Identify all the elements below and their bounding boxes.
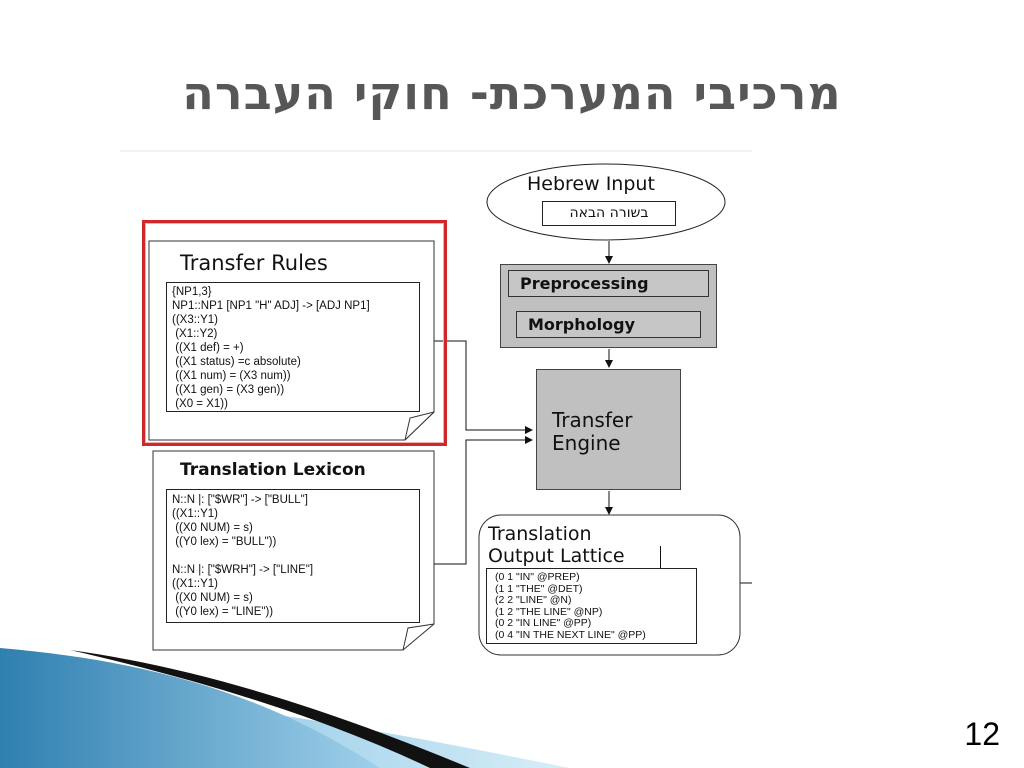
transfer-rule-line: ((X1 status) =c absolute)	[172, 356, 301, 368]
slide-number: 12	[964, 716, 1000, 752]
translation-lexicon-heading: Translation Lexicon	[180, 460, 366, 480]
morphology-box	[516, 311, 701, 338]
preprocessing-label: Preprocessing	[520, 274, 649, 293]
transfer-rule-line: {NP1,3}	[172, 286, 212, 298]
lattice-line: (0 4 "IN THE NEXT LINE" @PP)	[495, 628, 646, 641]
transfer-rules-heading: Transfer Rules	[180, 251, 328, 275]
transfer-rule-line: ((X1 def) = +)	[172, 342, 244, 354]
output-lattice-line2: Output Lattice	[488, 545, 625, 567]
transfer-rule-line: ((X1 num) = (X3 num))	[172, 370, 291, 382]
lattice-line: (0 1 "IN" @PREP)	[495, 571, 580, 583]
lattice-line: (1 1 "THE" @DET)	[495, 582, 583, 595]
lattice-line: (2 2 "LINE" @N)	[495, 594, 572, 606]
lexicon-line: N::N |: ["$WR"] -> ["BULL"]	[172, 494, 308, 506]
lexicon-line: ((Y0 lex) = "BULL"))	[172, 536, 277, 548]
translation-lexicon-code-box	[166, 489, 420, 623]
transfer-engine-line2: Engine	[552, 431, 621, 455]
hebrew-input-label: Hebrew Input	[527, 173, 655, 195]
lexicon-line	[172, 549, 419, 563]
connector-rules-to-engine	[432, 341, 532, 430]
hebrew-input-example-box	[542, 201, 676, 226]
transfer-engine-line1: Transfer	[552, 408, 633, 432]
transfer-engine-box	[536, 369, 681, 490]
decorative-swoosh-blue	[0, 648, 380, 768]
output-lattice-lines	[495, 572, 696, 641]
slide-title: מרכיבי המערכת- חוקי העברה	[182, 66, 842, 120]
translation-lexicon-lines	[172, 493, 419, 619]
lattice-line: (1 2 "THE LINE" @NP)	[495, 605, 603, 618]
lexicon-line: ((Y0 lex) = "LINE"))	[172, 606, 274, 618]
lexicon-line: ((X0 NUM) = s)	[172, 522, 253, 534]
lexicon-line: N::N |: ["$WRH"] -> ["LINE"]	[172, 564, 314, 576]
transfer-rules-lines	[172, 285, 419, 411]
transfer-rules-code-box	[166, 282, 420, 412]
transfer-rule-line: (X0 = X1))	[172, 398, 228, 410]
transfer-rule-line: ((X3::Y1)	[172, 314, 219, 326]
transfer-rule-line: (X1::Y2)	[172, 328, 218, 340]
output-lattice-code-box	[486, 568, 697, 644]
lattice-line: (0 2 "IN LINE" @PP)	[495, 617, 592, 629]
morphology-label: Morphology	[528, 315, 635, 334]
lexicon-line: ((X0 NUM) = s)	[172, 592, 253, 604]
text-cursor	[660, 546, 661, 568]
hebrew-input-example: בשורה הבאה	[569, 205, 649, 221]
transfer-rule-line: ((X1 gen) = (X3 gen))	[172, 384, 285, 396]
transfer-rule-line: NP1::NP1 [NP1 "H" ADJ] -> [ADJ NP1]	[172, 300, 370, 312]
lexicon-line: ((X1::Y1)	[172, 508, 219, 520]
lexicon-line: ((X1::Y1)	[172, 578, 219, 590]
preprocessing-box	[508, 270, 709, 297]
output-lattice-line1: Translation	[488, 523, 592, 545]
